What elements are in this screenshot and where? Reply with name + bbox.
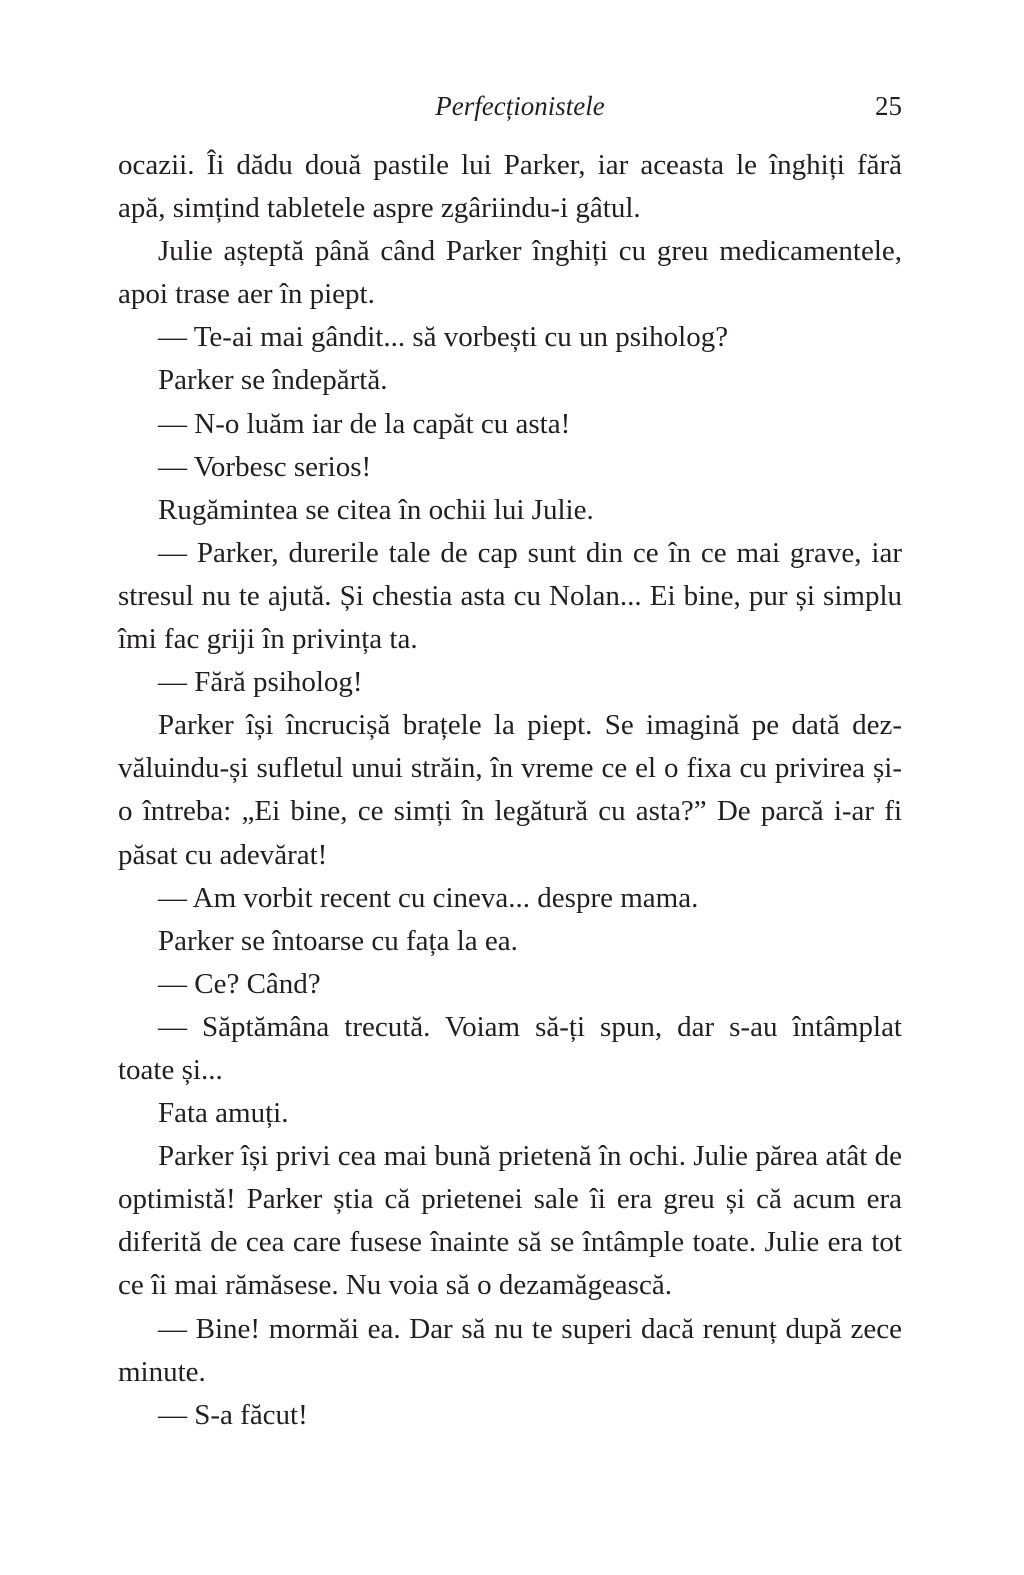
- running-header: [118, 86, 902, 126]
- running-title: Perfecționistele: [435, 91, 605, 121]
- paragraph: Fata amuți.: [158, 1097, 289, 1130]
- dialogue-line: — Am vorbit recent cu cineva... despre mama.: [158, 881, 699, 914]
- dialogue-line: — Fără psiholog!: [158, 666, 363, 699]
- dialogue-line: — Săptămâna trecută. Voiam să-ți spun, dar s-au întâmplat toate și...: [118, 1010, 902, 1086]
- dialogue-line: — Ce? Când?: [158, 967, 321, 1000]
- dialogue-line: — S-a făcut!: [158, 1398, 308, 1431]
- paragraph: Rugămintea se citea în ochii lui Julie.: [158, 493, 594, 526]
- dialogue-line: — N-o luăm iar de la capăt cu asta!: [158, 407, 571, 440]
- book-page: [118, 86, 902, 1437]
- body-text: [118, 144, 902, 1437]
- page-number: 25: [875, 91, 902, 121]
- dialogue-line: — Bine! mormăi ea. Dar să nu te superi dacă renunț după zece minute.: [118, 1312, 902, 1388]
- dialogue-line: — Parker, durerile tale de cap sunt din ce în ce mai grave, iar stresul nu te ajută. Și chestia asta cu Nolan... Ei bine, pur și simplu îmi fac griji în privința ta.: [118, 536, 902, 656]
- dialogue-line: — Te-ai mai gândit... să vorbești cu un psiholog?: [158, 321, 729, 354]
- paragraph: Parker se îndepărtă.: [158, 364, 388, 397]
- paragraph: ocazii. Îi dădu două pastile lui Parker, iar aceasta le înghiți fără apă, simțind tabletele aspre zgâriindu-i gâtul.: [118, 149, 902, 225]
- paragraph: Parker își privi cea mai bună prietenă în ochi. Julie părea atât de optimistă! Parker știa că prietenei sale îi era greu și că acum era diferită de cea care fusese înainte să se întâmple toate. Julie era tot ce îi mai rămăsese. Nu voia să o dezamăgească.: [118, 1140, 902, 1302]
- paragraph: Parker își încrucișă brațele la piept. Se imagină pe dată dezvăluindu-și sufletul unui străin, în vreme ce el o fixa cu privirea și-o întreba: „Ei bine, ce simți în legătură cu asta?” De parcă i-ar fi păsat cu adevărat!: [118, 709, 902, 871]
- paragraph: Julie așteptă până când Parker înghiți cu greu medicamentele, apoi trase aer în piept.: [118, 235, 902, 311]
- dialogue-line: — Vorbesc serios!: [158, 450, 372, 483]
- paragraph: Parker se întoarse cu fața la ea.: [158, 924, 518, 957]
